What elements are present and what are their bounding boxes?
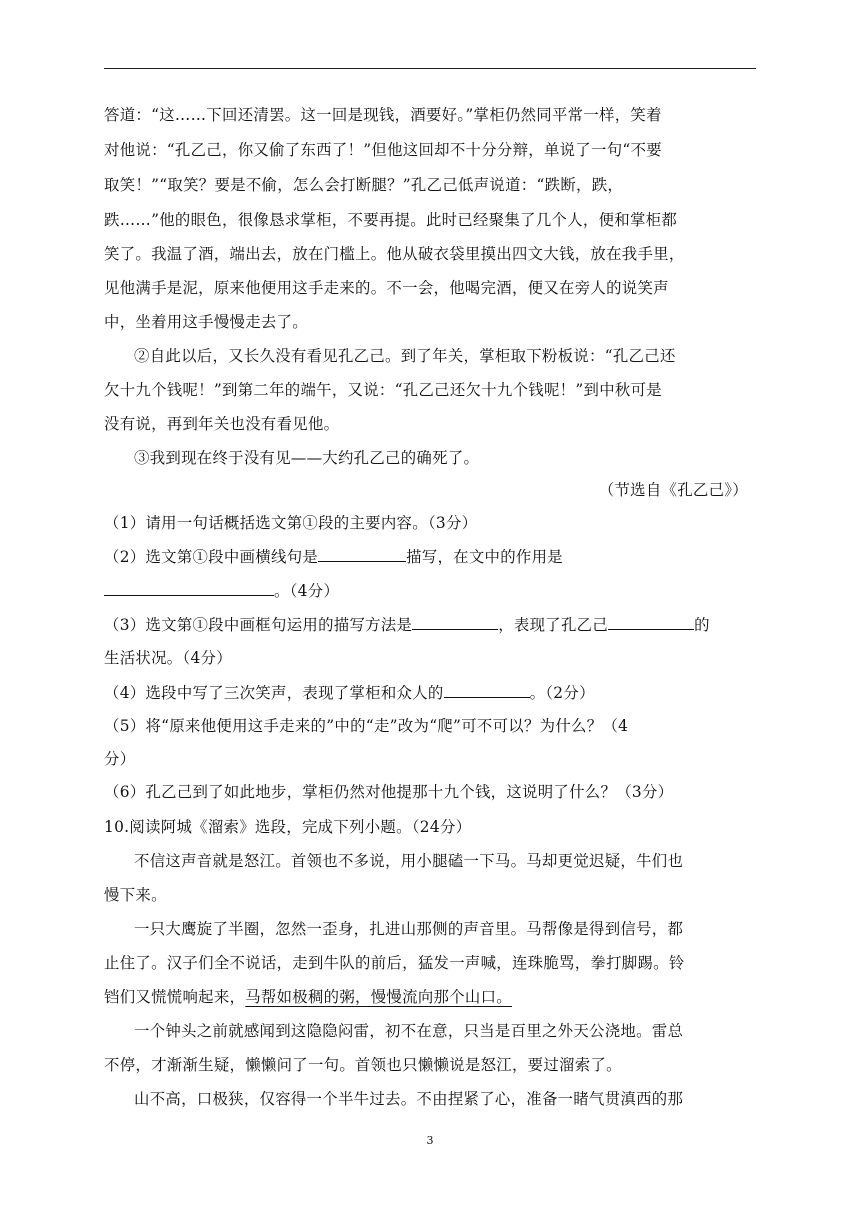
passage-line: 跌……”他的眼色，很像恳求掌柜，不要再提。此时已经聚集了几个人，便和掌柜都 bbox=[104, 211, 678, 229]
passage-line: 铛们又慌慌响起来，马帮如极稠的粥，慢慢流向那个山口。 bbox=[104, 988, 512, 1006]
passage-line: 一只大鹰旋了半圈，忽然一歪身，扎进山那侧的声音里。马帮像是得到信号，都 bbox=[134, 920, 684, 938]
passage-line: 慢下来。 bbox=[104, 886, 167, 904]
section-heading: 10.阅读阿城《溜索》选段，完成下列小题。（24分） bbox=[104, 818, 472, 836]
question-1: （1）请用一句话概括选文第①段的主要内容。（3分） bbox=[104, 514, 478, 532]
underlined-sentence: 马帮如极稠的粥，慢慢流向那个山口。 bbox=[245, 988, 512, 1006]
passage-line: 止住了。汉子们全不说话，走到牛队的前后，猛发一声喊，连珠脆骂，拳打脚踢。铃 bbox=[104, 954, 685, 972]
question-4: （4）选段中写了三次笑声，表现了掌柜和众人的 。（2分） bbox=[104, 684, 595, 702]
passage-line: 见他满手是泥，原来他便用这手走来的。不一会，他喝完酒，便又在旁人的说笑声 bbox=[104, 279, 669, 297]
passage-line: 笑了。我温了酒，端出去，放在门槛上。他从破衣袋里摸出四文大钱，放在我手里， bbox=[104, 245, 685, 263]
question-6: （6）孔乙己到了如此地步，掌柜仍然对他提那十九个钱，这说明了什么？（3分） bbox=[104, 783, 674, 801]
passage-line: 欠十九个钱呢！”到第二年的端午，又说：“孔乙己还欠十九个钱呢！”到中秋可是 bbox=[104, 381, 662, 399]
passage-line: ②自此以后，又长久没有看见孔乙己。到了年关，掌柜取下粉板说：“孔乙己还 bbox=[134, 347, 676, 365]
source-citation: （节选自《孔乙己》） bbox=[598, 481, 748, 499]
question-3: （3）选文第①段中画框句运用的描写方法是 ，表现了孔乙己 的 bbox=[104, 616, 710, 634]
page-number: 3 bbox=[426, 1134, 434, 1147]
answer-blank[interactable] bbox=[412, 614, 498, 630]
passage-line: 答道：“这……下回还清罢。这一回是现钱，酒要好。”掌柜仍然同平常一样，笑着 bbox=[104, 106, 662, 124]
header-rule bbox=[104, 68, 756, 69]
passage-line: 不停，才渐渐生疑，懒懒问了一句。首领也只懒懒说是怒江，要过溜索了。 bbox=[104, 1056, 622, 1074]
answer-blank[interactable] bbox=[608, 614, 694, 630]
passage-line: 山不高，口极狭，仅容得一个半牛过去。不由捏紧了心，准备一睹气贯滇西的那 bbox=[134, 1090, 684, 1108]
passage-line: 中，坐着用这手慢慢走去了。 bbox=[104, 313, 308, 331]
passage-line: 对他说：“孔乙己，你又偷了东西了！”但他这回却不十分分辩，单说了一句“不要 bbox=[104, 141, 662, 159]
question-2-cont: 。（4分） bbox=[104, 580, 339, 601]
passage-line: ③我到现在终于没有见——大约孔乙己的确死了。 bbox=[134, 449, 480, 467]
passage-line: 不信这声音就是怒江。首领也不多说，用小腿磕一下马。马却更觉迟疑，牛们也 bbox=[134, 852, 684, 870]
answer-blank[interactable] bbox=[104, 580, 274, 596]
answer-blank[interactable] bbox=[318, 546, 406, 562]
question-3-cont: 生活状况。（4分） bbox=[104, 649, 232, 667]
question-5-cont: 分） bbox=[104, 750, 136, 768]
passage-line: 一个钟头之前就感闻到这隐隐闷雷，初不在意，只当是百里之外天公浇地。雷总 bbox=[134, 1022, 684, 1040]
question-2: （2）选文第①段中画横线句是 描写，在文中的作用是 bbox=[104, 548, 563, 566]
answer-blank[interactable] bbox=[444, 682, 530, 698]
question-5: （5）将“原来他便用这手走来的”中的“走”改为“爬”可不可以？为什么？（4 bbox=[104, 717, 629, 735]
passage-line: 取笑！”“取笑？要是不偷，怎么会打断腿？”孔乙己低声说道：“跌断，跌， bbox=[104, 176, 624, 194]
passage-line: 没有说，再到年关也没有看见他。 bbox=[104, 415, 340, 433]
